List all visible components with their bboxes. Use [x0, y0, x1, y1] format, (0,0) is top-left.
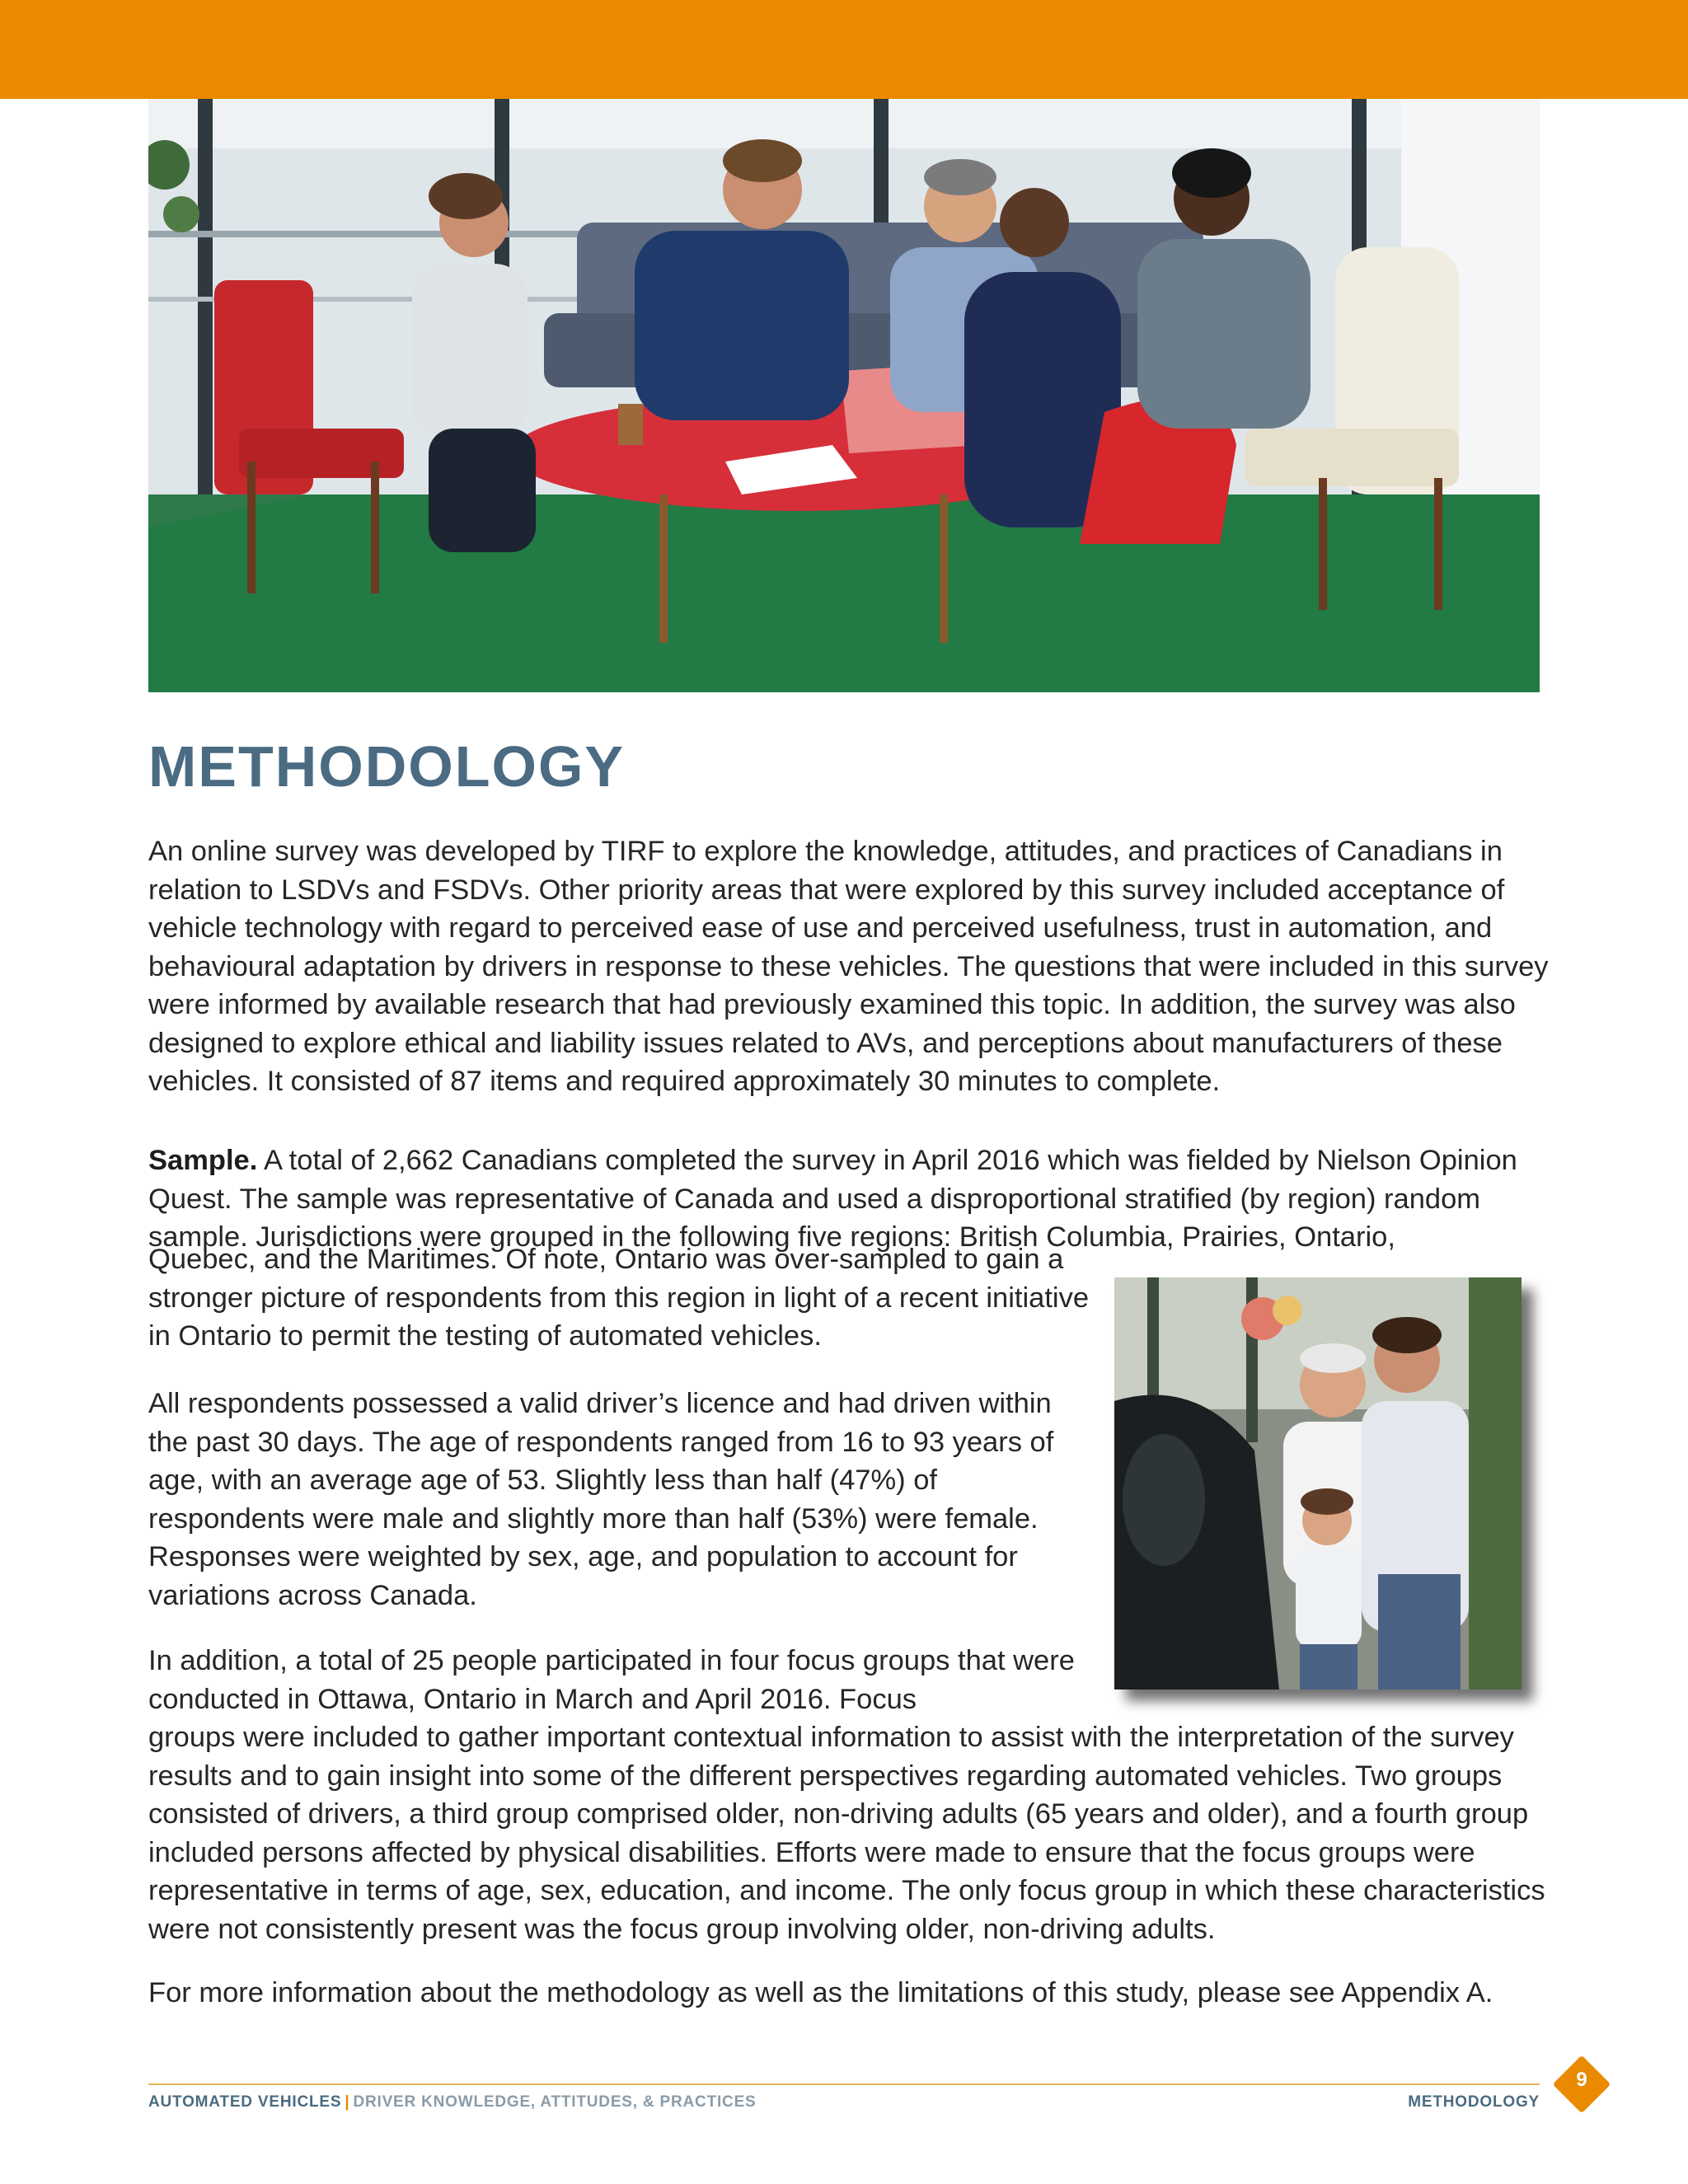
- footer-divider: [148, 2083, 1540, 2085]
- family-illustration: [1114, 1277, 1522, 1690]
- sample-paragraph-part2: Quebec, and the Maritimes. Of note, Ontario was over-sampled to gain a stronger picture of respondents from this region in light of a recent initiative in Ontario to permit the testing of automated vehicles.: [148, 1244, 1090, 1352]
- footer-separator: |: [345, 2093, 350, 2111]
- footer-section-name: METHODOLOGY: [1408, 2093, 1540, 2111]
- focus-groups-paragraph-part2: groups were included to gather important contextual information to assist with the interpretation of the survey results and to gain insight into some of the different perspectives regarding automated vehicles. Two groups consisted of drivers, a third group comprised older, non-driving adults (65 years and older), and a fourth group included persons affected by physical disabilities. Efforts were made to ensure that the focus groups were representative in terms of age, sex, education, and income. The only focus group in which these characteristics were not consistently present was the focus group involving older, non-driving adults.: [148, 1722, 1545, 1945]
- more-info-paragraph: For more information about the methodology as well as the limitations of this study, please see Appendix A.: [148, 1977, 1493, 2008]
- family-photo: [1114, 1277, 1522, 1690]
- page-title: METHODOLOGY: [148, 734, 626, 799]
- page-number: 9: [1576, 2069, 1587, 2091]
- hero-illustration: [148, 99, 1540, 692]
- hero-photo-group-meeting: [148, 99, 1540, 692]
- sample-label: Sample.: [148, 1145, 258, 1176]
- respondents-paragraph: All respondents possessed a valid driver’s licence and had driven within the past 30 days. The age of respondents ranged from 16 to 93 years of age, with an average age of 53. Slightly less than half (47%) of respondents were male and slightly more than half (53%) were female. Responses were weighted by sex, age, and population to account for variations across Canada.: [148, 1388, 1054, 1611]
- footer-report-title: AUTOMATED VEHICLES: [148, 2093, 342, 2111]
- sample-text-part1: A total of 2,662 Canadians completed the survey in April 2016 which was fielded by Nielson Opinion Quest. The sample was representative of Canada and used a disproportional stratified (by region) random sample. Jurisdictions were grouped in the following five regions: British Columbia, Prairies, Ontario,: [148, 1145, 1517, 1253]
- intro-paragraph: An online survey was developed by TIRF to explore the knowledge, attitudes, and practices of Canadians in relation to LSDVs and FSDVs. Other priority areas that were explored by this survey included acceptance of vehicle technology with regard to perceived ease of use and perceived usefulness, trust in automation, and behavioural adaptation by drivers in response to these vehicles. The questions that were included in this survey were informed by available research that had previously examined this topic. In addition, the survey was also designed to explore ethical and liability issues related to AVs, and perceptions about manufacturers of these vehicles. It consisted of 87 items and required approximately 30 minutes to complete.: [148, 836, 1549, 1097]
- footer-report-subtitle: DRIVER KNOWLEDGE, ATTITUDES, & PRACTICES: [353, 2093, 757, 2111]
- focus-groups-paragraph-part1: In addition, a total of 25 people participated in four focus groups that were conducted in Ottawa, Ontario in March and April 2016. Focus: [148, 1645, 1075, 1715]
- page-number-badge: [1551, 2054, 1612, 2115]
- sample-paragraph-part1: [148, 1141, 1550, 1257]
- footer-left: [148, 2093, 757, 2111]
- top-accent-bar: [0, 0, 1688, 99]
